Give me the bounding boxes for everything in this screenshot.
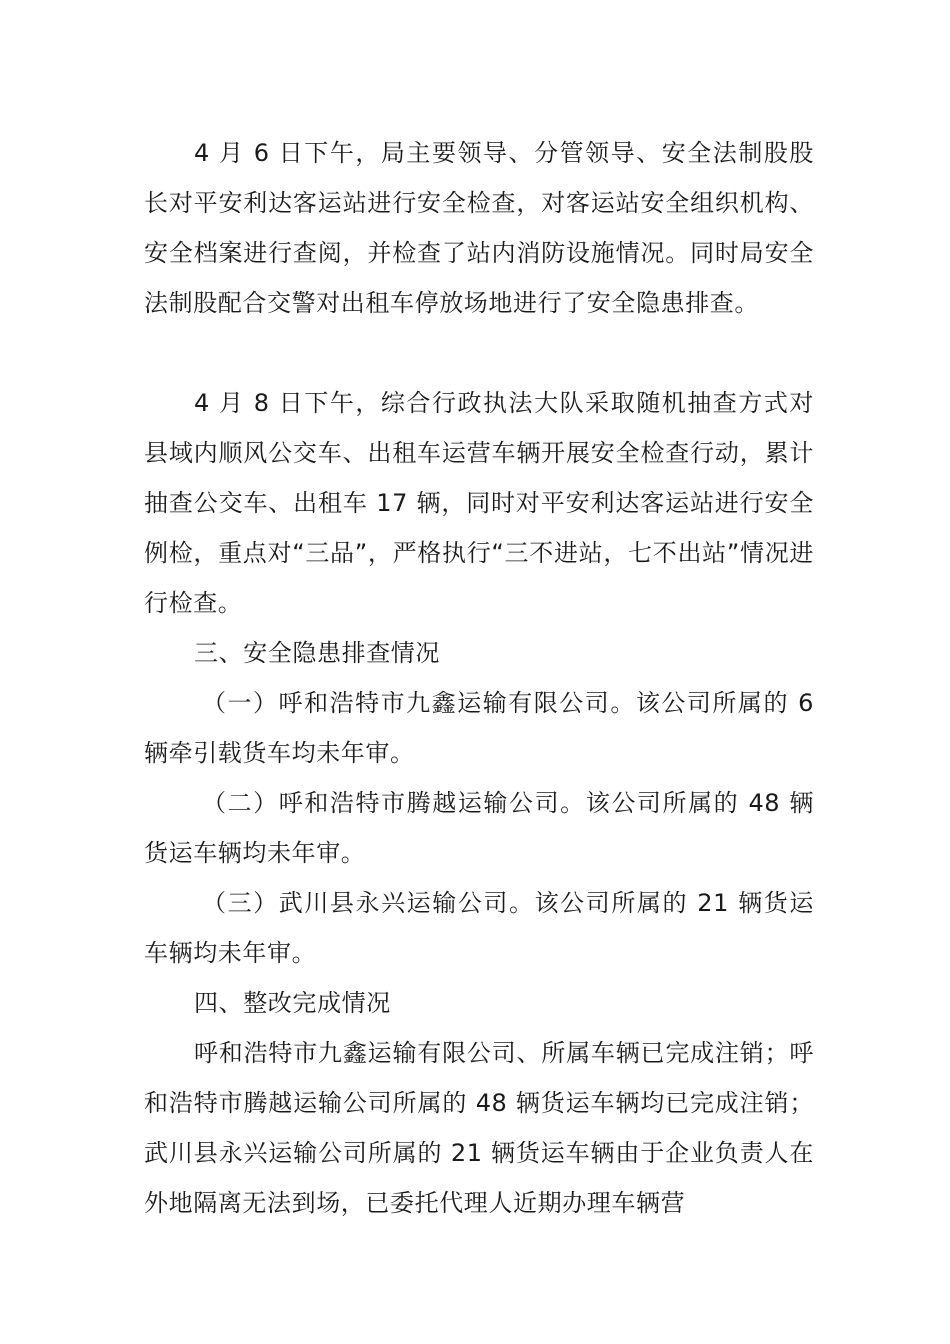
hazard-item-1: （一）呼和浩特市九鑫运输有限公司。该公司所属的 6 辆牵引载货车均未年审。 bbox=[144, 689, 814, 767]
section-heading-hazard-check: 三、安全隐患排查情况 bbox=[194, 639, 440, 667]
section-heading-rectification: 四、整改完成情况 bbox=[194, 989, 391, 1017]
paragraph-rectification-status: 呼和浩特市九鑫运输有限公司、所属车辆已完成注销；呼和浩特市腾越运输公司所属的 48 辆货运车辆均已完成注销；武川县永兴运输公司所属的 21 辆货运车辆由于企业负责人在外地隔离无法到场，已委托代理人近期办理车辆营 bbox=[144, 1039, 814, 1217]
hazard-item-2: （二）呼和浩特市腾越运输公司。该公司所属的 48 辆货运车辆均未年审。 bbox=[144, 789, 814, 867]
paragraph-inspection-april-6: 4 月 6 日下午，局主要领导、分管领导、安全法制股股长对平安利达客运站进行安全检查，对客运站安全组织机构、安全档案进行查阅，并检查了站内消防设施情况。同时局安全法制股配合交警对出租车停放场地进行了安全隐患排查。 bbox=[144, 139, 814, 317]
hazard-item-3: （三）武川县永兴运输公司。该公司所属的 21 辆货运车辆均未年审。 bbox=[144, 889, 814, 967]
paragraph-inspection-april-8: 4 月 8 日下午，综合行政执法大队采取随机抽查方式对县域内顺风公交车、出租车运营车辆开展安全检查行动，累计抽查公交车、出租车 17 辆，同时对平安利达客运站进行安全例检，重点对“三品”，严格执行“三不进站，七不出站”情况进行检查。 bbox=[144, 389, 814, 617]
